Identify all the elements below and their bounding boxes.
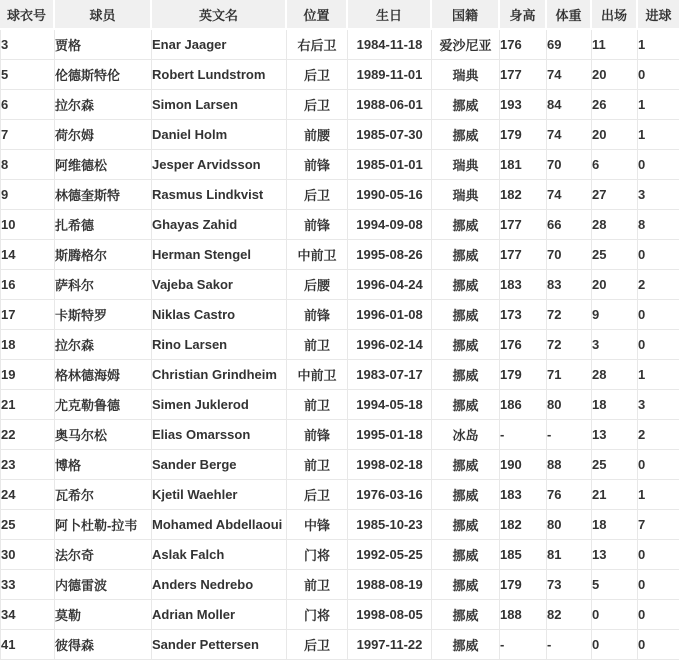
table-row — [0, 300, 679, 330]
cell-goals: 7 — [638, 510, 679, 540]
cell-position: 前卫 — [287, 390, 348, 420]
cell-english-name: Simon Larsen — [152, 90, 287, 120]
cell-position: 前卫 — [287, 570, 348, 600]
cell-goals: 0 — [638, 600, 679, 630]
column-header-weight: 体重 — [547, 0, 592, 30]
cell-height: 182 — [500, 510, 547, 540]
cell-height: 188 — [500, 600, 547, 630]
cell-appearances: 13 — [592, 540, 638, 570]
cell-weight: 80 — [547, 510, 592, 540]
column-header-nationality: 国籍 — [432, 0, 500, 30]
cell-appearances: 5 — [592, 570, 638, 600]
cell-position: 中前卫 — [287, 240, 348, 270]
cell-height: 183 — [500, 480, 547, 510]
cell-jersey-number: 30 — [0, 540, 55, 570]
cell-english-name: Vajeba Sakor — [152, 270, 287, 300]
cell-height: 177 — [500, 210, 547, 240]
cell-appearances: 20 — [592, 270, 638, 300]
cell-jersey-number: 33 — [0, 570, 55, 600]
cell-birthday: 1989-11-01 — [348, 60, 432, 90]
cell-position: 后卫 — [287, 630, 348, 660]
cell-position: 门将 — [287, 540, 348, 570]
cell-english-name: Aslak Falch — [152, 540, 287, 570]
table-row — [0, 420, 679, 450]
cell-jersey-number: 19 — [0, 360, 55, 390]
cell-player-name: 拉尔森 — [55, 330, 152, 360]
cell-player-name: 卡斯特罗 — [55, 300, 152, 330]
cell-nationality: 瑞典 — [432, 180, 500, 210]
table-body — [0, 30, 679, 660]
cell-position: 右后卫 — [287, 30, 348, 60]
table-row — [0, 450, 679, 480]
cell-nationality: 挪威 — [432, 300, 500, 330]
cell-goals: 0 — [638, 60, 679, 90]
cell-height: - — [500, 630, 547, 660]
table-row — [0, 600, 679, 630]
cell-player-name: 荷尔姆 — [55, 120, 152, 150]
cell-nationality: 冰岛 — [432, 420, 500, 450]
column-header-jersey-number: 球衣号 — [0, 0, 55, 30]
cell-player-name: 扎希德 — [55, 210, 152, 240]
cell-goals: 1 — [638, 480, 679, 510]
cell-english-name: Niklas Castro — [152, 300, 287, 330]
cell-birthday: 1996-02-14 — [348, 330, 432, 360]
cell-birthday: 1996-04-24 — [348, 270, 432, 300]
cell-jersey-number: 41 — [0, 630, 55, 660]
column-header-height: 身高 — [500, 0, 547, 30]
cell-player-name: 法尔奇 — [55, 540, 152, 570]
column-header-appearances: 出场 — [592, 0, 638, 30]
column-header-english-name: 英文名 — [152, 0, 287, 30]
cell-nationality: 瑞典 — [432, 150, 500, 180]
cell-nationality: 挪威 — [432, 570, 500, 600]
table-row — [0, 360, 679, 390]
cell-height: - — [500, 420, 547, 450]
cell-appearances: 25 — [592, 450, 638, 480]
table-row — [0, 510, 679, 540]
cell-nationality: 挪威 — [432, 270, 500, 300]
table-row — [0, 60, 679, 90]
cell-birthday: 1990-05-16 — [348, 180, 432, 210]
cell-weight: 72 — [547, 300, 592, 330]
cell-birthday: 1998-08-05 — [348, 600, 432, 630]
cell-goals: 0 — [638, 540, 679, 570]
cell-jersey-number: 14 — [0, 240, 55, 270]
cell-english-name: Enar Jaager — [152, 30, 287, 60]
cell-birthday: 1976-03-16 — [348, 480, 432, 510]
cell-player-name: 贾格 — [55, 30, 152, 60]
cell-player-name: 莫勒 — [55, 600, 152, 630]
cell-goals: 0 — [638, 630, 679, 660]
cell-weight: 73 — [547, 570, 592, 600]
cell-position: 前卫 — [287, 450, 348, 480]
cell-appearances: 3 — [592, 330, 638, 360]
cell-goals: 3 — [638, 390, 679, 420]
table-row — [0, 570, 679, 600]
cell-weight: - — [547, 630, 592, 660]
table-row — [0, 210, 679, 240]
cell-weight: 71 — [547, 360, 592, 390]
column-header-goals: 进球 — [638, 0, 679, 30]
cell-jersey-number: 23 — [0, 450, 55, 480]
cell-nationality: 挪威 — [432, 450, 500, 480]
cell-height: 176 — [500, 330, 547, 360]
cell-english-name: Herman Stengel — [152, 240, 287, 270]
cell-english-name: Kjetil Waehler — [152, 480, 287, 510]
table-row — [0, 150, 679, 180]
table-row — [0, 390, 679, 420]
cell-birthday: 1995-08-26 — [348, 240, 432, 270]
cell-position: 前锋 — [287, 420, 348, 450]
cell-weight: 74 — [547, 60, 592, 90]
header-row — [0, 0, 679, 30]
table-row — [0, 270, 679, 300]
cell-english-name: Mohamed Abdellaoui — [152, 510, 287, 540]
cell-height: 179 — [500, 120, 547, 150]
cell-height: 177 — [500, 240, 547, 270]
cell-goals: 0 — [638, 330, 679, 360]
cell-appearances: 20 — [592, 60, 638, 90]
cell-player-name: 萨科尔 — [55, 270, 152, 300]
cell-position: 后卫 — [287, 480, 348, 510]
cell-appearances: 26 — [592, 90, 638, 120]
cell-appearances: 6 — [592, 150, 638, 180]
cell-position: 前锋 — [287, 150, 348, 180]
cell-birthday: 1996-01-08 — [348, 300, 432, 330]
cell-weight: 69 — [547, 30, 592, 60]
cell-birthday: 1985-01-01 — [348, 150, 432, 180]
cell-player-name: 伦德斯特伦 — [55, 60, 152, 90]
cell-player-name: 内德雷波 — [55, 570, 152, 600]
cell-height: 179 — [500, 570, 547, 600]
cell-jersey-number: 7 — [0, 120, 55, 150]
cell-player-name: 格林德海姆 — [55, 360, 152, 390]
cell-appearances: 28 — [592, 360, 638, 390]
cell-weight: 66 — [547, 210, 592, 240]
cell-nationality: 挪威 — [432, 510, 500, 540]
cell-nationality: 瑞典 — [432, 60, 500, 90]
cell-player-name: 彼得森 — [55, 630, 152, 660]
cell-height: 190 — [500, 450, 547, 480]
cell-english-name: Simen Juklerod — [152, 390, 287, 420]
cell-player-name: 奥马尔松 — [55, 420, 152, 450]
table-row — [0, 30, 679, 60]
table-row — [0, 180, 679, 210]
cell-height: 193 — [500, 90, 547, 120]
cell-birthday: 1983-07-17 — [348, 360, 432, 390]
cell-birthday: 1998-02-18 — [348, 450, 432, 480]
cell-position: 门将 — [287, 600, 348, 630]
cell-height: 185 — [500, 540, 547, 570]
column-header-player-name: 球员 — [55, 0, 152, 30]
cell-english-name: Anders Nedrebo — [152, 570, 287, 600]
cell-english-name: Sander Pettersen — [152, 630, 287, 660]
cell-position: 前腰 — [287, 120, 348, 150]
cell-appearances: 0 — [592, 630, 638, 660]
cell-appearances: 18 — [592, 510, 638, 540]
cell-nationality: 挪威 — [432, 360, 500, 390]
cell-appearances: 20 — [592, 120, 638, 150]
cell-weight: 74 — [547, 120, 592, 150]
cell-goals: 8 — [638, 210, 679, 240]
cell-birthday: 1994-05-18 — [348, 390, 432, 420]
cell-appearances: 27 — [592, 180, 638, 210]
table-row — [0, 330, 679, 360]
cell-appearances: 25 — [592, 240, 638, 270]
cell-position: 中锋 — [287, 510, 348, 540]
cell-goals: 1 — [638, 30, 679, 60]
cell-appearances: 0 — [592, 600, 638, 630]
cell-english-name: Ghayas Zahid — [152, 210, 287, 240]
cell-jersey-number: 21 — [0, 390, 55, 420]
cell-jersey-number: 9 — [0, 180, 55, 210]
cell-height: 186 — [500, 390, 547, 420]
cell-goals: 2 — [638, 270, 679, 300]
cell-birthday: 1988-06-01 — [348, 90, 432, 120]
cell-position: 前卫 — [287, 330, 348, 360]
cell-jersey-number: 6 — [0, 90, 55, 120]
cell-weight: 70 — [547, 240, 592, 270]
cell-weight: 76 — [547, 480, 592, 510]
cell-goals: 1 — [638, 90, 679, 120]
cell-jersey-number: 34 — [0, 600, 55, 630]
cell-english-name: Jesper Arvidsson — [152, 150, 287, 180]
cell-position: 后卫 — [287, 180, 348, 210]
cell-weight: 83 — [547, 270, 592, 300]
cell-english-name: Adrian Moller — [152, 600, 287, 630]
cell-english-name: Daniel Holm — [152, 120, 287, 150]
cell-birthday: 1985-07-30 — [348, 120, 432, 150]
cell-jersey-number: 5 — [0, 60, 55, 90]
cell-player-name: 林德奎斯特 — [55, 180, 152, 210]
cell-goals: 3 — [638, 180, 679, 210]
cell-weight: 80 — [547, 390, 592, 420]
cell-weight: - — [547, 420, 592, 450]
cell-jersey-number: 17 — [0, 300, 55, 330]
cell-english-name: Elias Omarsson — [152, 420, 287, 450]
cell-weight: 74 — [547, 180, 592, 210]
cell-nationality: 挪威 — [432, 600, 500, 630]
cell-english-name: Rino Larsen — [152, 330, 287, 360]
cell-goals: 1 — [638, 360, 679, 390]
cell-player-name: 瓦希尔 — [55, 480, 152, 510]
column-header-birthday: 生日 — [348, 0, 432, 30]
cell-goals: 2 — [638, 420, 679, 450]
table-row — [0, 120, 679, 150]
cell-jersey-number: 25 — [0, 510, 55, 540]
cell-jersey-number: 8 — [0, 150, 55, 180]
cell-player-name: 博格 — [55, 450, 152, 480]
cell-weight: 70 — [547, 150, 592, 180]
cell-player-name: 尤克勒鲁德 — [55, 390, 152, 420]
cell-goals: 0 — [638, 240, 679, 270]
cell-height: 179 — [500, 360, 547, 390]
cell-nationality: 爱沙尼亚 — [432, 30, 500, 60]
table-row — [0, 90, 679, 120]
cell-position: 后卫 — [287, 90, 348, 120]
cell-height: 177 — [500, 60, 547, 90]
table-row — [0, 480, 679, 510]
cell-height: 182 — [500, 180, 547, 210]
table-row — [0, 240, 679, 270]
cell-appearances: 11 — [592, 30, 638, 60]
cell-weight: 81 — [547, 540, 592, 570]
table-row — [0, 540, 679, 570]
cell-jersey-number: 16 — [0, 270, 55, 300]
cell-nationality: 挪威 — [432, 390, 500, 420]
cell-position: 后腰 — [287, 270, 348, 300]
cell-birthday: 1997-11-22 — [348, 630, 432, 660]
cell-player-name: 阿维德松 — [55, 150, 152, 180]
cell-nationality: 挪威 — [432, 480, 500, 510]
cell-english-name: Sander Berge — [152, 450, 287, 480]
column-header-position: 位置 — [287, 0, 348, 30]
cell-player-name: 拉尔森 — [55, 90, 152, 120]
cell-english-name: Christian Grindheim — [152, 360, 287, 390]
cell-birthday: 1995-01-18 — [348, 420, 432, 450]
cell-nationality: 挪威 — [432, 120, 500, 150]
cell-goals: 0 — [638, 570, 679, 600]
cell-english-name: Robert Lundstrom — [152, 60, 287, 90]
cell-nationality: 挪威 — [432, 630, 500, 660]
cell-appearances: 28 — [592, 210, 638, 240]
cell-nationality: 挪威 — [432, 330, 500, 360]
cell-appearances: 13 — [592, 420, 638, 450]
cell-height: 173 — [500, 300, 547, 330]
cell-position: 中前卫 — [287, 360, 348, 390]
cell-position: 前锋 — [287, 300, 348, 330]
cell-position: 前锋 — [287, 210, 348, 240]
cell-birthday: 1984-11-18 — [348, 30, 432, 60]
cell-birthday: 1994-09-08 — [348, 210, 432, 240]
cell-height: 181 — [500, 150, 547, 180]
cell-appearances: 18 — [592, 390, 638, 420]
cell-nationality: 挪威 — [432, 240, 500, 270]
cell-appearances: 21 — [592, 480, 638, 510]
cell-english-name: Rasmus Lindkvist — [152, 180, 287, 210]
cell-goals: 0 — [638, 450, 679, 480]
cell-nationality: 挪威 — [432, 90, 500, 120]
cell-weight: 84 — [547, 90, 592, 120]
cell-nationality: 挪威 — [432, 210, 500, 240]
cell-weight: 72 — [547, 330, 592, 360]
cell-appearances: 9 — [592, 300, 638, 330]
cell-height: 183 — [500, 270, 547, 300]
cell-birthday: 1985-10-23 — [348, 510, 432, 540]
cell-goals: 0 — [638, 150, 679, 180]
cell-goals: 0 — [638, 300, 679, 330]
cell-jersey-number: 10 — [0, 210, 55, 240]
cell-position: 后卫 — [287, 60, 348, 90]
cell-jersey-number: 18 — [0, 330, 55, 360]
cell-nationality: 挪威 — [432, 540, 500, 570]
table-row — [0, 630, 679, 660]
cell-jersey-number: 3 — [0, 30, 55, 60]
cell-jersey-number: 22 — [0, 420, 55, 450]
cell-weight: 82 — [547, 600, 592, 630]
cell-height: 176 — [500, 30, 547, 60]
cell-player-name: 阿卜杜勒-拉韦 — [55, 510, 152, 540]
cell-weight: 88 — [547, 450, 592, 480]
cell-jersey-number: 24 — [0, 480, 55, 510]
cell-player-name: 斯腾格尔 — [55, 240, 152, 270]
cell-birthday: 1988-08-19 — [348, 570, 432, 600]
cell-goals: 1 — [638, 120, 679, 150]
cell-birthday: 1992-05-25 — [348, 540, 432, 570]
